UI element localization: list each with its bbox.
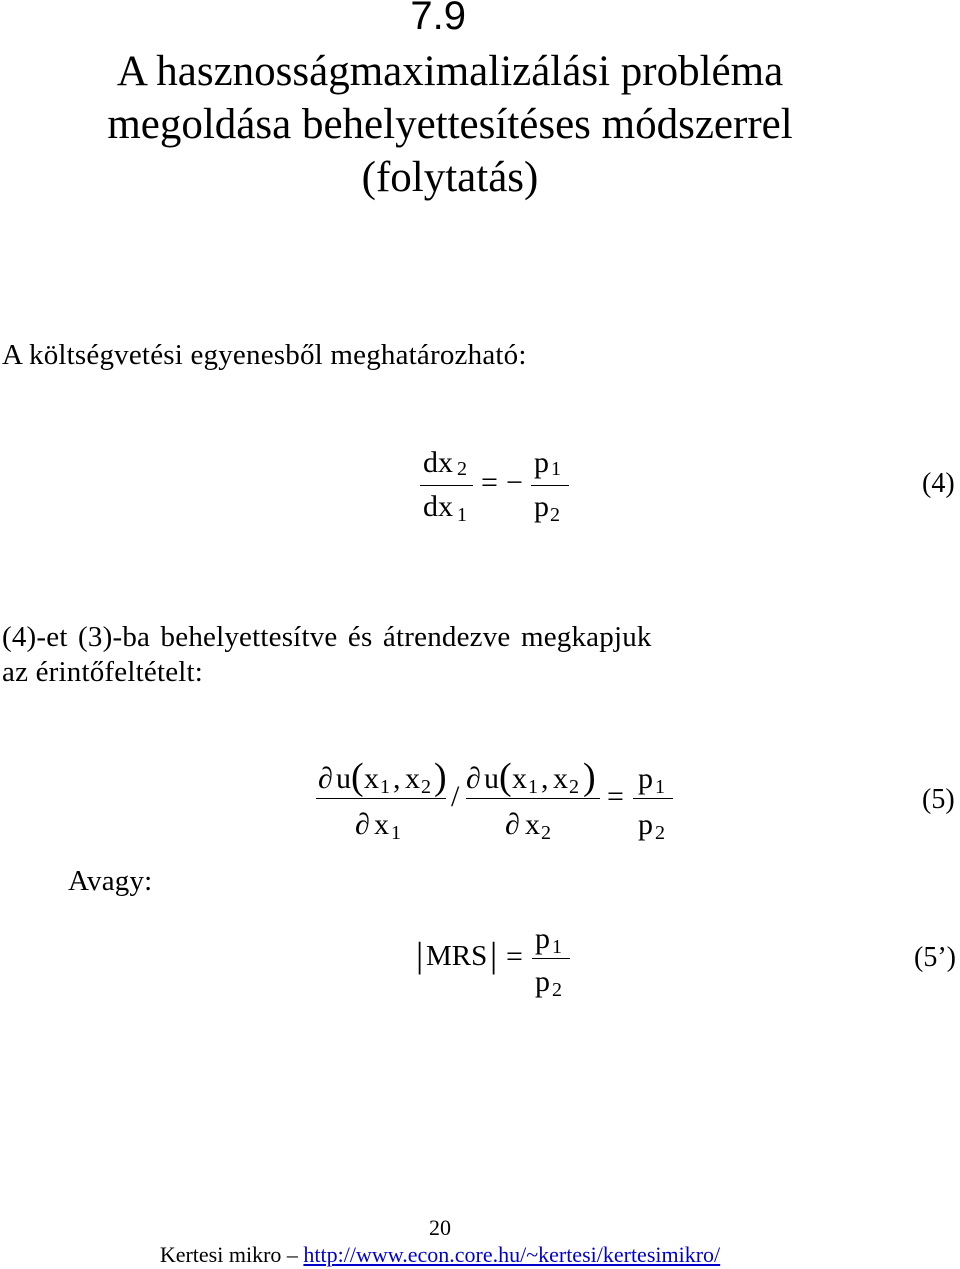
eq5-rhs-denominator-sub: 2 [655, 822, 665, 844]
eq5-rhs-denominator-var: p [638, 808, 653, 841]
eq5p-label: (5’) [914, 942, 956, 973]
eq5-sub-2a: 1 [528, 776, 538, 798]
eq5-partial-den-1: ∂ [355, 808, 370, 841]
eq5p-fraction-bar [532, 958, 570, 959]
eq4-rhs-numerator-sub: 1 [551, 458, 561, 480]
eq5p-numerator-var: p [535, 922, 550, 955]
eq4-rhs-numerator-var: p [534, 446, 549, 479]
eq5-u-2: u [484, 762, 499, 795]
eq4-denominator-sub: 1 [457, 504, 467, 526]
eq5-open-paren-2: ( [499, 756, 512, 798]
intro-text: A költségvetési egyenesből meghatározható: [2, 339, 527, 371]
eq4-rhs-denominator-sub: 2 [550, 504, 560, 526]
eq5-comma-1: , [393, 762, 401, 795]
paragraph-line-2: az érintőfeltételt: [2, 656, 204, 688]
eq5p-denominator-sub: 2 [552, 979, 562, 1001]
eq4-left-fraction-bar [420, 485, 473, 486]
eq5-open-paren-1: ( [351, 756, 364, 798]
eq5p-denominator-var: p [535, 965, 550, 998]
eq5-rhs-numerator-var: p [638, 762, 653, 795]
page-title-line-3: (folytatás) [361, 154, 539, 201]
section-number: 7.9 [410, 0, 466, 38]
eq5-x-den-2: x [525, 808, 540, 841]
eq5-sub-1b: 2 [421, 776, 431, 798]
eq5-x-1b: x [405, 762, 420, 795]
eq4-numerator-var: dx [423, 446, 453, 479]
eq5-fraction-bar-1 [316, 798, 446, 799]
eq5-x-2b: x [553, 762, 568, 795]
page-title-line-2: megoldása behelyettesítéses módszerrel [107, 101, 793, 148]
eq5-partial-1: ∂ [318, 762, 333, 795]
eq5-x-den-1: x [374, 808, 389, 841]
eq5-sub-1a: 1 [380, 776, 390, 798]
eq5-close-paren-2: ) [583, 756, 596, 798]
eq4-equals: = [481, 466, 498, 499]
footer [0, 1242, 880, 1268]
eq5-rhs-fraction-bar [633, 798, 673, 799]
paragraph-line-1: (4)-et (3)-ba behelyettesítve és átrendezve megkapjuk [2, 621, 652, 653]
eq5-u-1: u [336, 762, 351, 795]
page-number: 20 [429, 1215, 451, 1240]
eq5-x-1a: x [364, 762, 379, 795]
eq5p-equals: = [506, 940, 523, 973]
page-title-line-1: A hasznosságmaximalizálási probléma [116, 48, 784, 95]
eq5-sub-den-1: 1 [391, 822, 401, 844]
eq5p-abs-bar-right: | [490, 935, 498, 975]
eq5-sub-2b: 2 [569, 776, 579, 798]
eq5p-abs-bar-left: | [416, 935, 424, 975]
eq5-label: (5) [922, 784, 955, 815]
eq5-partial-den-2: ∂ [505, 808, 520, 841]
eq5-rhs-numerator-sub: 1 [655, 776, 665, 798]
eq5p-numerator-sub: 1 [552, 936, 562, 958]
eq5-x-2a: x [512, 762, 527, 795]
footer-link[interactable]: http://www.econ.core.hu/~kertesi/kertesimikro/ [303, 1242, 721, 1267]
footer-author: Kertesi mikro – [159, 1242, 298, 1267]
eq5-equals: = [607, 780, 624, 813]
eq5-sub-den-2: 2 [541, 822, 551, 844]
eq5-partial-2: ∂ [466, 762, 481, 795]
eq4-right-fraction-bar [531, 485, 569, 486]
eq4-label: (4) [922, 468, 955, 499]
eq4-denominator-var: dx [423, 490, 453, 523]
eq4-rhs-denominator-var: p [534, 490, 549, 523]
eq5p-mrs: MRS [426, 940, 488, 972]
avagy-label: Avagy: [68, 865, 153, 897]
eq5-fraction-bar-2 [466, 798, 600, 799]
eq5-slash: / [451, 780, 460, 813]
eq5-comma-2: , [541, 762, 549, 795]
eq5-close-paren-1: ) [434, 756, 447, 798]
eq4-minus: − [506, 466, 523, 499]
eq4-numerator-sub: 2 [457, 458, 467, 480]
